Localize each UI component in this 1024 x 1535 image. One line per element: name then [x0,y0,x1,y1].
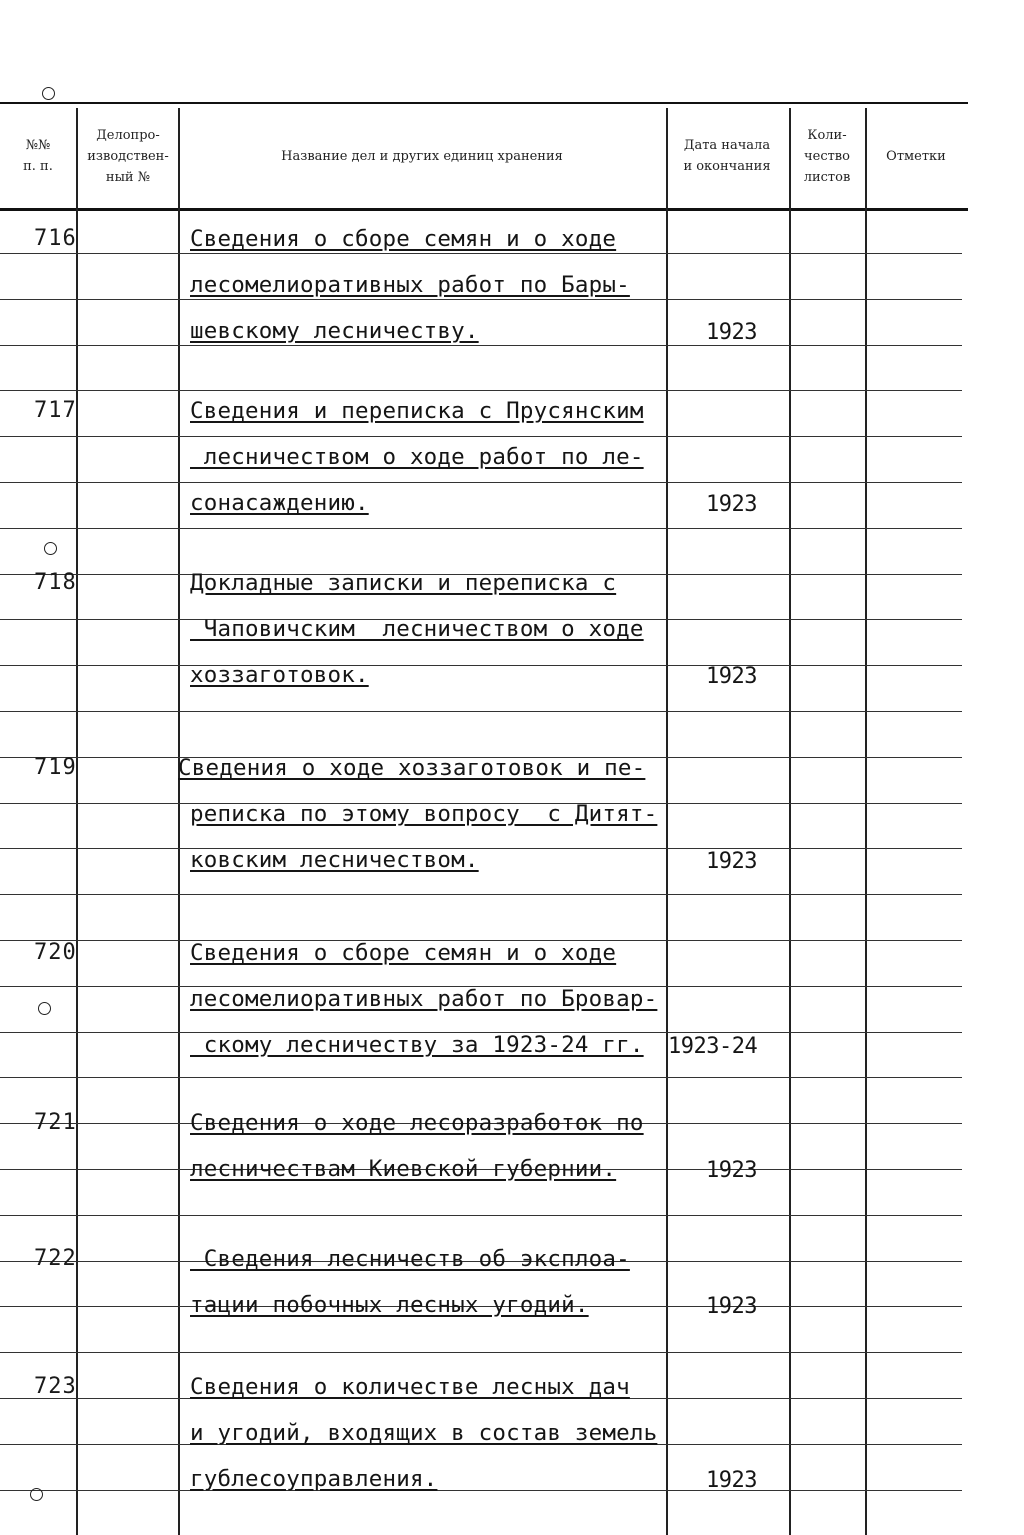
row-rule [0,1077,962,1078]
entry-number: 721 [34,1110,77,1135]
entry-number: 720 [34,940,77,965]
hole-punch-mark [42,87,55,100]
table-header [0,102,968,211]
entry-title-line: Сведения о ходе хоззаготовок и пе- [178,755,646,781]
column-divider [666,108,668,1535]
row-rule [0,345,962,346]
entry-title-line: хоззаготовок. [190,662,369,688]
entry-title-line: ковским лесничеством. [190,847,479,873]
entry-title-line: Сведения о количестве лесных дач [190,1374,630,1400]
row-rule [0,299,962,300]
entry-date: 1923 [706,1468,757,1493]
entry-number: 719 [34,755,77,780]
entry-title-line: лесомелиоративных работ по Бровар- [190,986,658,1012]
entry-date: 1923 [706,664,757,689]
hole-punch-mark [44,542,57,555]
row-rule [0,390,962,391]
entry-title-line: Сведения о сборе семян и о ходе [190,940,617,966]
entry-date: 1923 [706,1294,757,1319]
column-divider [178,108,180,1535]
header-col-title: Название дел и других единиц хранения [281,148,563,164]
entry-date: 1923-24 [668,1034,758,1059]
row-rule [0,253,962,254]
row-rule [0,665,962,666]
row-rule [0,711,962,712]
column-divider [789,108,791,1535]
entry-title-line: Докладные записки и переписка с [190,570,617,596]
column-divider [865,108,867,1535]
row-rule [0,894,962,895]
entry-title-line: сонасаждению. [190,490,369,516]
entry-title-line: Сведения о сборе семян и о ходе [190,226,617,252]
row-rule [0,1490,962,1491]
hole-punch-mark [38,1002,51,1015]
row-rule [0,1352,962,1353]
entry-title-line: Сведения и переписка с Прусянским [190,398,644,424]
entry-title-line: и угодий, входящих в состав земель [190,1420,658,1446]
header-col-number: №№ п. п. [23,138,53,174]
header-col-office-number: Делопро- изводствен- ный № [87,127,169,185]
header-col-notes: Отметки [886,148,946,164]
entry-title-line: Чаповичским лесничеством о ходе [190,616,644,642]
entry-number: 717 [34,398,77,423]
entry-title-line: лесничествам Киевской губернии. [190,1156,617,1182]
entry-date: 1923 [706,1158,757,1183]
entry-title-line: реписка по этому вопросу с Дитят- [190,801,658,827]
header-col-sheets: Коли- чество листов [803,127,851,185]
header-col-dates: Дата начала и окончания [683,138,771,174]
row-rule [0,436,962,437]
entry-number: 723 [34,1374,77,1399]
entry-title-line: гублесоуправления. [190,1466,438,1492]
column-divider [76,108,78,1535]
entry-title-line: Сведения о ходе лесоразработок по [190,1110,644,1136]
entry-title-line: Сведения лесничеств об эксплоа- [190,1246,630,1272]
entry-date: 1923 [706,492,757,517]
entry-title-line: скому лесничеству за 1923-24 гг. [190,1032,644,1058]
entry-number: 718 [34,570,77,595]
hole-punch-mark [30,1488,43,1501]
row-rule [0,528,962,529]
entry-number: 722 [34,1246,77,1271]
entry-date: 1923 [706,849,757,874]
row-rule [0,1215,962,1216]
entry-date: 1923 [706,320,757,345]
entry-title-line: тации побочных лесных угодий. [190,1292,589,1318]
entry-title-line: лесничеством о ходе работ по ле- [190,444,644,470]
row-rule [0,848,962,849]
row-rule [0,482,962,483]
entry-title-line: шевскому лесничеству. [190,318,479,344]
entry-number: 716 [34,226,77,251]
entry-title-line: лесомелиоративных работ по Бары- [190,272,630,298]
